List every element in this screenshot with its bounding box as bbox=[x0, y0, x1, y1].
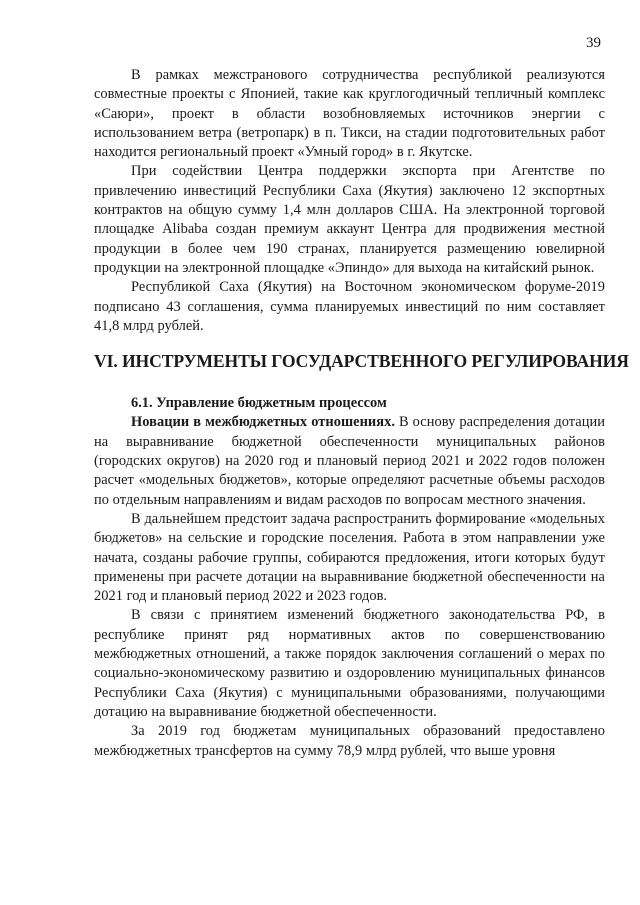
page-content bbox=[94, 66, 629, 761]
section-title: VI. ИНСТРУМЕНТЫ ГОСУДАРСТВЕННОГО РЕГУЛИРОВАНИЯ bbox=[94, 351, 629, 372]
paragraph-economic-forum: Республикой Саха (Якутия) на Восточном экономическом форуме-2019 подписано 43 соглашения, сумма планируемых инвестиций по ним составляет 41,8 млрд рублей. bbox=[94, 279, 605, 334]
paragraph-model-budgets: В дальнейшем предстоит задача распространить формирование «модельных бюджетов» на сельские и городские поселения. Работа в этом направлении уже начата, созданы рабочие группы, собираются предложения, итоги которых будут применены при расчете дотации на выравнивание бюджетной обеспеченности на 2021 год и плановый период 2022 и 2023 годов. bbox=[94, 510, 605, 605]
paragraph-international-cooperation: В рамках межстранового сотрудничества республикой реализуются совместные проекты с Японией, такие как круглогодичный тепличный комплекс «Саюри», проект в области возобновляемых источников энергии с использованием ветра (ветропарк) в п. Тикси, на стадии подготовительных работ находится региональный проект «Умный город» в г. Якутске. bbox=[94, 67, 605, 161]
paragraph-export-support: При содействии Центра поддержки экспорта при Агентстве по привлечению инвестиций Республики Саха (Якутия) заключено 12 экспортных контрактов на общую сумму 1,4 млн долларов США. На электронной торговой площадке Alibaba создан премиум аккаунт Центра для продвижения местной продукции в более чем 190 странах, планируется размещению ювелирной продукции на электронной площадке «Эпиндо» для выхода на китайский рынок. bbox=[94, 163, 605, 276]
paragraph-lead-phrase: Новации в межбюджетных отношениях. bbox=[131, 414, 395, 431]
paragraph-interbudget-innovations bbox=[94, 413, 605, 509]
paragraph-transfers-2019: За 2019 год бюджетам муниципальных образований предоставлено межбюджетных трансфертов на сумму 78,9 млрд рублей, что выше уровня bbox=[94, 723, 605, 759]
paragraph-legislation-changes: В связи с принятием изменений бюджетного законодательства РФ, в республике принят ряд нормативных актов по совершенствованию межбюджетных отношений, а также порядок заключения соглашений о мерах по социально-экономическому развитию и оздоровлению муниципальных финансов Республики Саха (Якутия) с муниципальными образованиями, получающими дотацию на выравнивание бюджетной обеспеченности. bbox=[94, 607, 605, 720]
paragraph-lead-text: В основу распределения дотации на выравнивание бюджетной обеспеченности муниципальных районов (городских округов) на 2020 год и плановый период 2021 и 2022 годов положен расчет «модельных бюджетов», которые определяют расчетные объемы расходов по отдельным направлениям и видам расходов по вопросам местного значения. bbox=[94, 414, 605, 508]
page-number: 39 bbox=[586, 35, 601, 51]
subsection-title: 6.1. Управление бюджетным процессом bbox=[131, 395, 387, 412]
